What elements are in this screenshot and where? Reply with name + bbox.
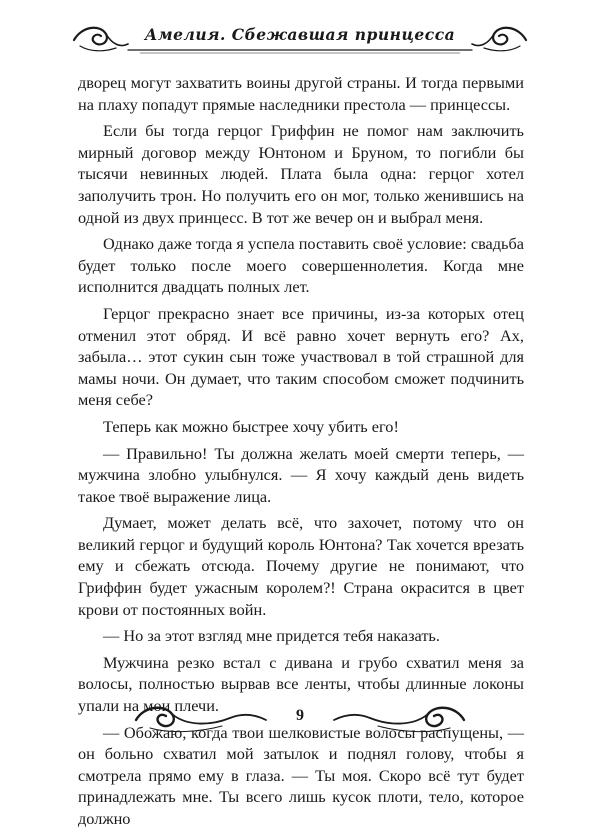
page-footer <box>130 700 470 736</box>
paragraph: Однако даже тогда я успела поставить своё условие: свадьба будет только после моего совершеннолетия. Когда мне исполнится двадцать полных лет. <box>78 234 524 297</box>
paragraph: Теперь как можно быстрее хочу убить его! <box>103 416 399 436</box>
paragraph: — Обожаю, когда твои шелковистые волосы распущены, — он больно схватил мой затылок и поднял голову, чтобы я смотрела прямо ему в глаза. — Ты моя. Скоро всё тут будет принадлежать мне. Ты всего лишь кусок плоти, тело, которое должно <box>78 722 524 828</box>
paragraph: — Правильно! Ты должна желать моей смерти теперь, — мужчина злобно улыбнулся. — Я хочу каждый день видеть такое твоё выражение лица. <box>78 443 524 506</box>
paragraph: — Но за этот взгляд мне придется тебя наказать. <box>103 626 440 646</box>
page-number: 9 <box>296 707 304 724</box>
paragraph: Если бы тогда герцог Гриффин не помог нам заключить мирный договор между Юнтоном и Бруном, то погибли бы тысячи невинных людей. Плата была одна: герцог хотел заполучить трон. Но получить его он мог, только женившись на одной из двух принцесс. В тот же вечер он и выбрал меня. <box>78 121 524 227</box>
paragraph: Герцог прекрасно знает все причины, из-за которых отец отменил этот обряд. И всё равно хочет вернуть его? Ах, забыла… этот сукин сын тоже участвовал в той страшной для мамы ночи. Он думает, что таким способом сможет подчинить меня себе? <box>78 303 524 410</box>
paragraph: Мужчина резко встал с дивана и грубо схватил меня за волосы, полностью вырвав все ленты, чтобы длинные локоны упали на мои плечи. <box>78 652 524 716</box>
running-header <box>70 18 530 58</box>
paragraph: дворец могут захватить воины другой страны. И тогда первыми на плаху попадут прямые наследники престола — принцессы. <box>78 73 524 114</box>
paragraph: Думает, может делать всё, что захочет, потому что он великий герцог и будущий король Юнтона? Так хочется врезать ему и сбежать отсюда. Почему другие не понимают, что Гриффин будет ужасным королем?! Страна окрасится в цвет крови от постоянных войн. <box>78 513 524 619</box>
running-header-title: Амелия. Сбежавшая принцесса <box>144 25 456 44</box>
